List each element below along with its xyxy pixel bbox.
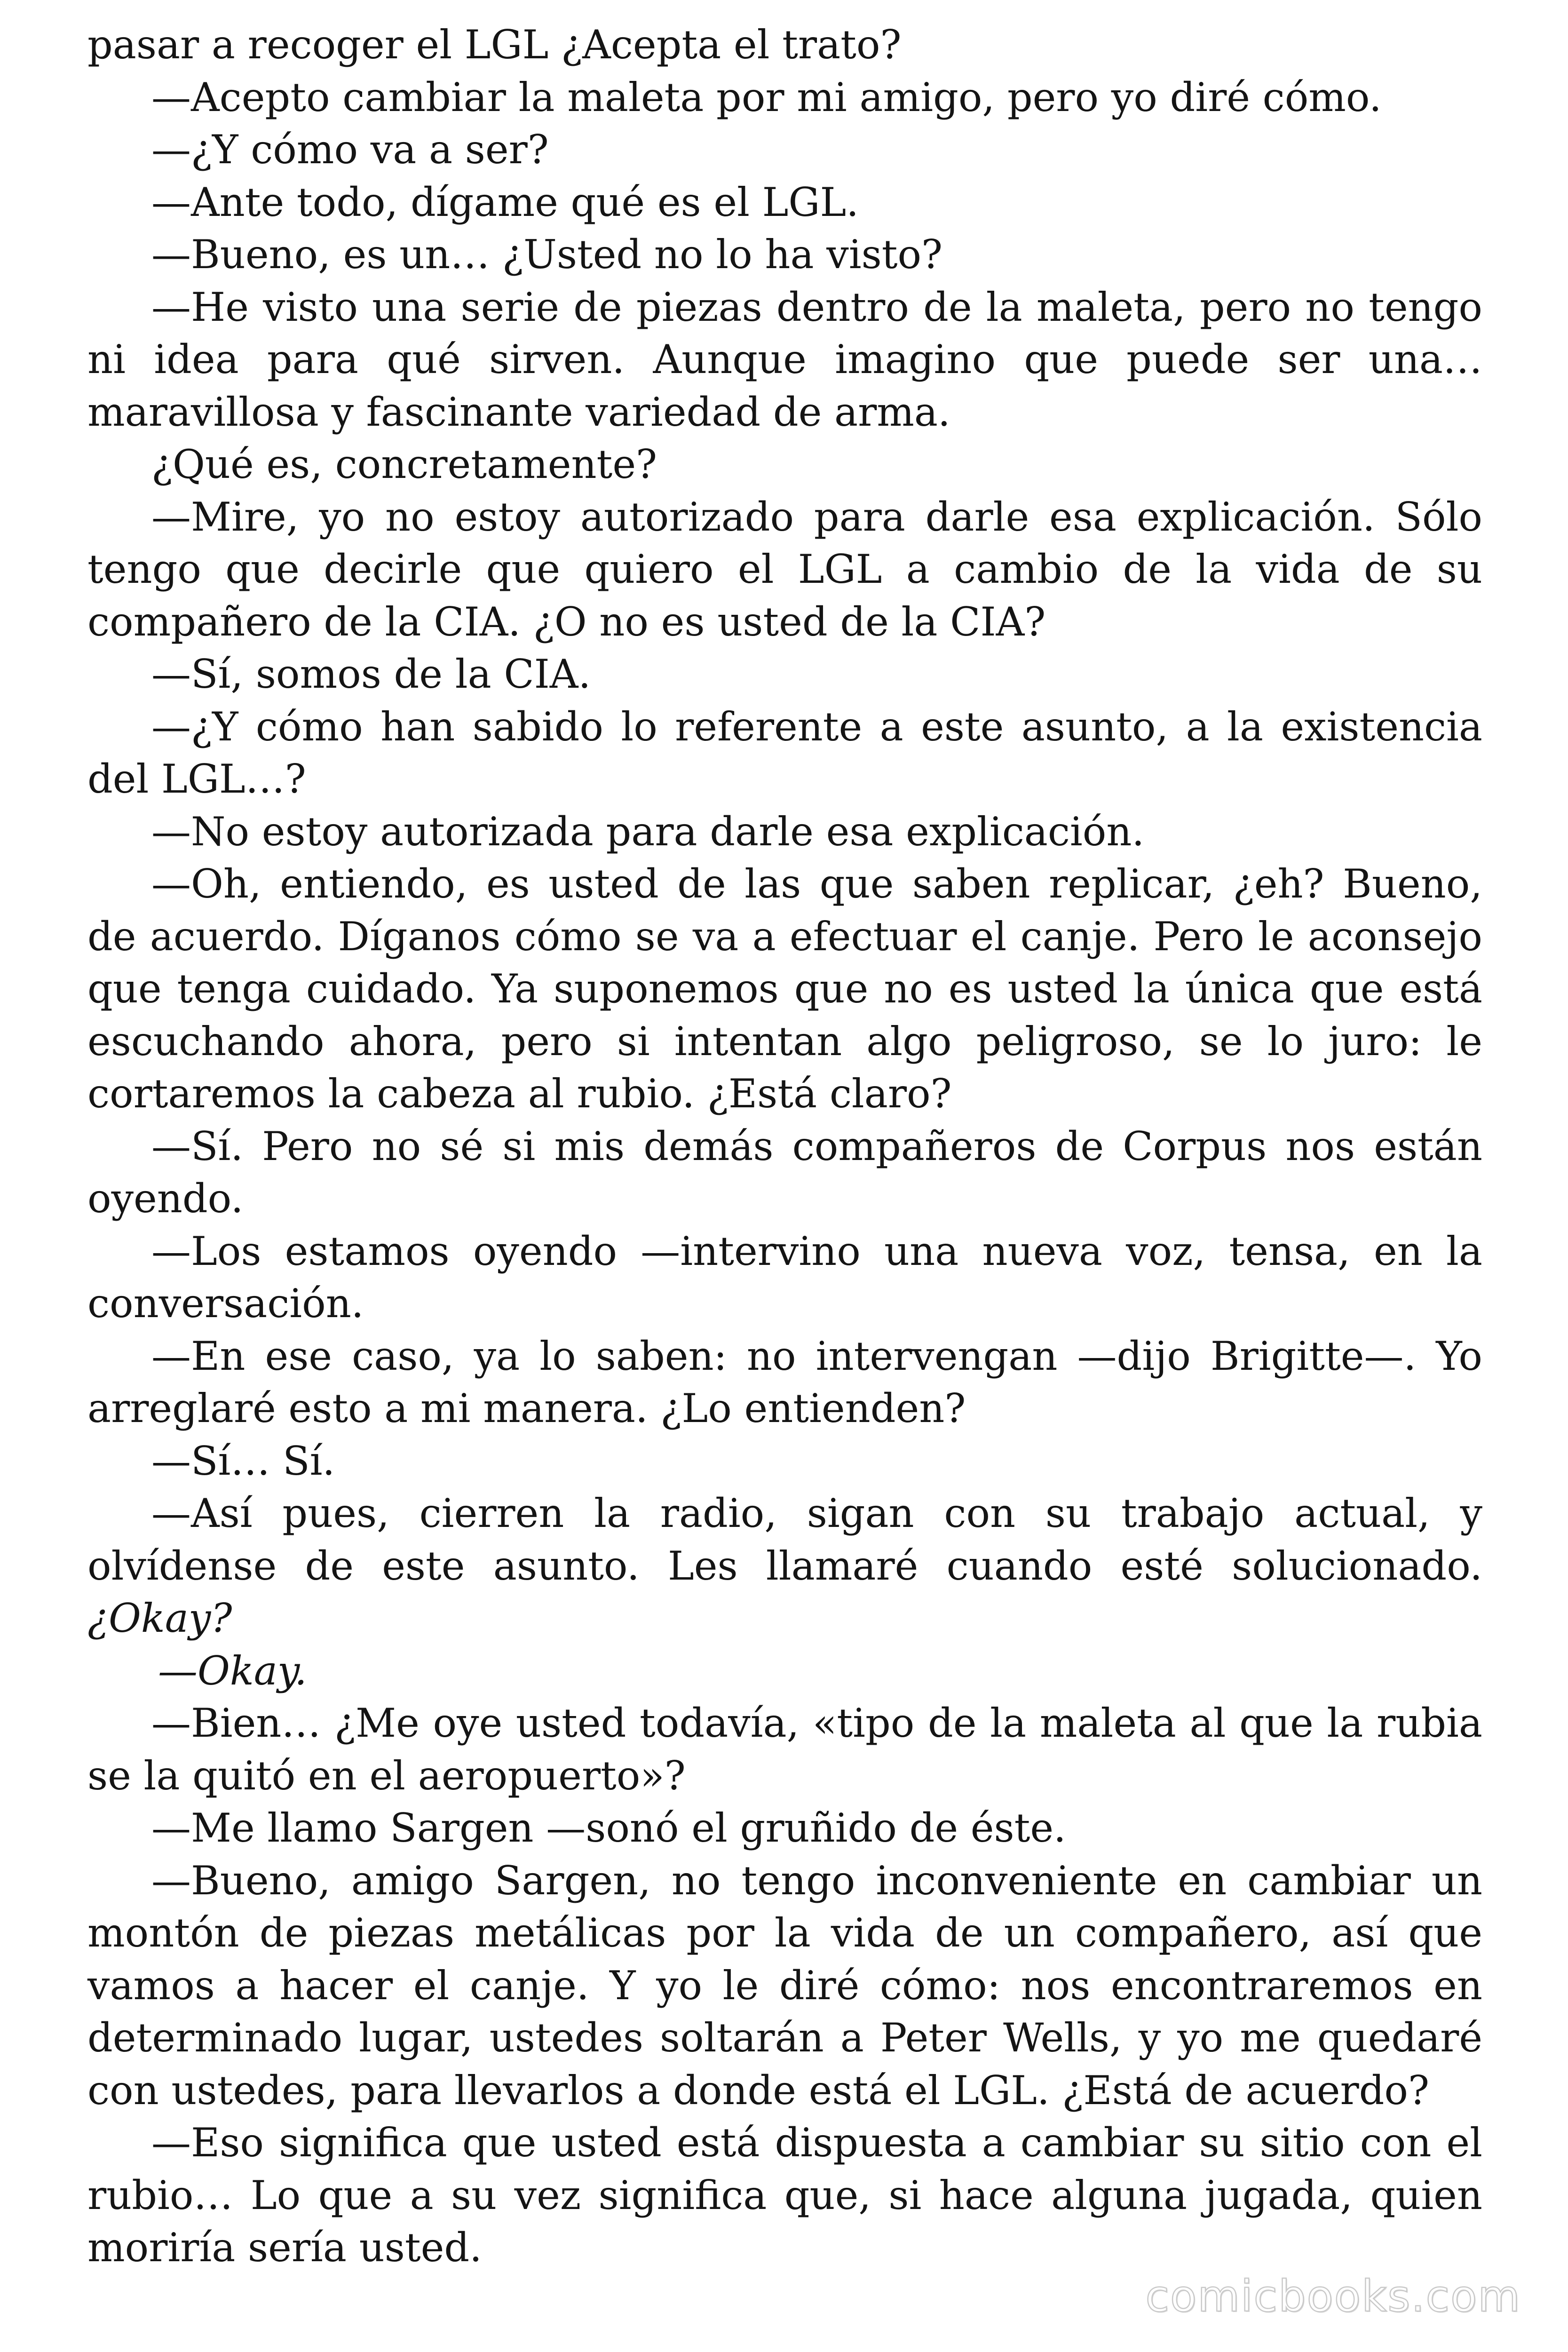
- paragraph: —Eso significa que usted está dispuesta a cambiar su sitio con el rubio… Lo que a su vez significa que, si hace alguna jugada, quien moriría sería usted.: [87, 2120, 1482, 2271]
- body-text: [87, 19, 1482, 2274]
- paragraph-italic-text: ¿Okay?: [87, 1595, 232, 1641]
- paragraph: —He visto una serie de piezas dentro de la maleta, pero no tengo ni idea para qué sirven. Aunque imagino que puede ser una… maravillosa y fascinante variedad de arma.: [87, 284, 1482, 435]
- paragraph: —Sí, somos de la CIA.: [151, 651, 591, 697]
- paragraph: ¿Qué es, concretamente?: [151, 441, 657, 487]
- paragraph: —Los estamos oyendo —intervino una nueva voz, tensa, en la conversación.: [87, 1228, 1482, 1327]
- paragraph: —Sí. Pero no sé si mis demás compañeros de Corpus nos están oyendo.: [87, 1123, 1482, 1222]
- paragraph: —Bueno, amigo Sargen, no tengo inconveniente en cambiar un montón de piezas metálicas por la vida de un compañero, así que vamos a hacer el canje. Y yo le diré cómo: nos encontraremos en determinado lugar, ustedes soltarán a Peter Wells, y yo me quedaré con ustedes, para llevarlos a donde está el LGL. ¿Está de acuerdo?: [87, 1857, 1482, 2114]
- paragraph-italic-text: Okay.: [198, 1647, 307, 1694]
- paragraph: —¿Y cómo va a ser?: [151, 127, 549, 173]
- paragraph: —Sí… Sí.: [151, 1438, 335, 1484]
- paragraph: —Acepto cambiar la maleta por mi amigo, pero yo diré cómo.: [151, 74, 1382, 120]
- paragraph: —En ese caso, ya lo saben: no intervengan —dijo Brigitte—. Yo arreglaré esto a mi manera. ¿Lo entienden?: [87, 1333, 1482, 1431]
- paragraph: —No estoy autorizada para darle esa explicación.: [151, 808, 1145, 855]
- paragraph: —Mire, yo no estoy autorizado para darle esa explicación. Sólo tengo que decirle que quiero el LGL a cambio de la vida de su compañero de la CIA. ¿O no es usted de la CIA?: [87, 493, 1482, 645]
- paragraph: pasar a recoger el LGL ¿Acepta el trato?: [87, 22, 902, 68]
- paragraph: —Bien… ¿Me oye usted todavía, «tipo de la maleta al que la rubia se la quitó en el aeropuerto»?: [87, 1700, 1482, 1799]
- paragraph: [87, 1645, 1482, 1698]
- paragraph: [87, 1487, 1482, 1645]
- paragraph: —Oh, entiendo, es usted de las que saben replicar, ¿eh? Bueno, de acuerdo. Díganos cómo se va a efectuar el canje. Pero le aconsejo que tenga cuidado. Ya suponemos que no es usted la única que está escuchando ahora, pero si intentan algo peligroso, se lo juro: le cortaremos la cabeza al rubio. ¿Está claro?: [87, 861, 1482, 1117]
- paragraph: —Ante todo, dígame qué es el LGL.: [151, 179, 859, 225]
- watermark: comicbooks.com: [1145, 2271, 1521, 2321]
- paragraph-text: —Así pues, cierren la radio, sigan con su trabajo actual, y olvídense de este asunto. Les llamaré cuando esté solucionado.: [87, 1490, 1482, 1589]
- paragraph: —Bueno, es un… ¿Usted no lo ha visto?: [151, 231, 943, 278]
- paragraph: —¿Y cómo han sabido lo referente a este asunto, a la existencia del LGL…?: [87, 703, 1482, 802]
- paragraph-text: —: [158, 1647, 198, 1694]
- paragraph: —Me llamo Sargen —sonó el gruñido de éste.: [151, 1805, 1066, 1851]
